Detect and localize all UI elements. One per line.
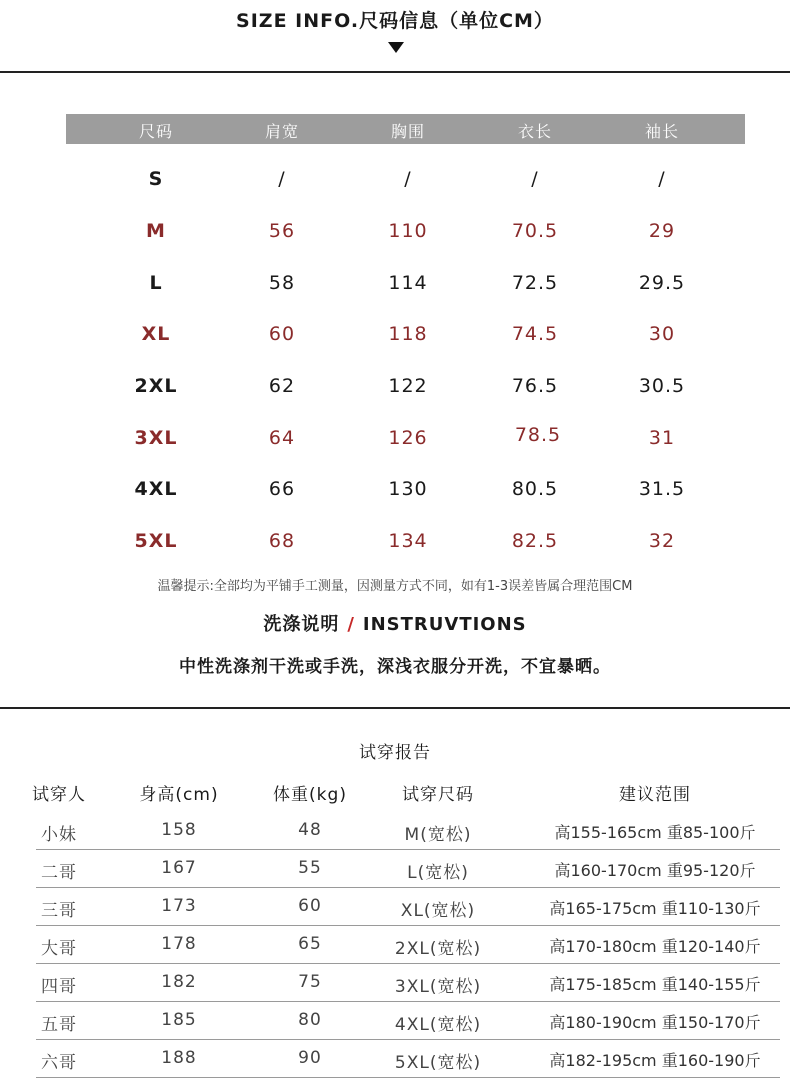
middle-divider — [0, 707, 790, 709]
sleeve-cell: 30 — [648, 323, 676, 345]
size-row — [66, 419, 745, 459]
tried-size-cell: L(宽松) — [407, 863, 469, 883]
measurement-tip: 温馨提示:全部均为平铺手工测量，因测量方式不同，如有1-3误差皆属合理范围CM — [157, 579, 633, 594]
height-cell: 188 — [161, 1048, 197, 1068]
sleeve-cell: 29.5 — [638, 272, 686, 294]
wash-instructions-title — [0, 610, 790, 636]
size-cell: S — [148, 168, 164, 190]
weight-cell: 75 — [298, 972, 322, 992]
wash-instructions-text: 中性洗涤剂干洗或手洗，深浅衣服分开洗，不宜暴晒。 — [179, 657, 611, 677]
tried-size-cell: M(宽松) — [404, 825, 472, 845]
range-cell: 高170-180cm 重120-140斤 — [549, 937, 761, 956]
size-cell: 5XL — [134, 530, 178, 552]
height-cell: 173 — [161, 896, 197, 916]
range-cell: 高155-165cm 重85-100斤 — [554, 823, 756, 842]
wash-title-en: INSTRUVTIONS — [362, 614, 527, 635]
down-arrow-icon — [388, 42, 404, 53]
chest-cell: 118 — [388, 323, 428, 345]
shoulder-cell: 60 — [268, 323, 296, 345]
range-cell: 高182-195cm 重160-190斤 — [549, 1051, 761, 1070]
chest-cell: 130 — [388, 478, 428, 500]
range-cell: 高175-185cm 重140-155斤 — [549, 975, 761, 994]
length-cell: 78.5 — [514, 424, 562, 446]
trial-row — [0, 888, 790, 926]
sleeve-cell: 30.5 — [638, 375, 686, 397]
shoulder-cell: 68 — [268, 530, 296, 552]
length-cell: 70.5 — [511, 220, 559, 242]
trial-report-title: 试穿报告 — [359, 743, 431, 763]
trial-row — [0, 812, 790, 850]
size-cell: 4XL — [134, 478, 178, 500]
shoulder-cell: / — [278, 168, 286, 190]
chest-cell: 126 — [388, 427, 428, 449]
length-cell: 72.5 — [511, 272, 559, 294]
size-header-sleeve: 袖长 — [644, 122, 679, 141]
length-cell: 74.5 — [511, 323, 559, 345]
person-cell: 五哥 — [41, 1015, 77, 1035]
size-row — [66, 522, 745, 562]
trial-header-size: 试穿尺码 — [402, 785, 474, 805]
length-cell: 76.5 — [511, 375, 559, 397]
trial-header-height: 身高(cm) — [139, 785, 219, 805]
size-table-header — [66, 114, 745, 144]
shoulder-cell: 66 — [268, 478, 296, 500]
height-cell: 178 — [161, 934, 197, 954]
size-cell: M — [146, 220, 166, 242]
size-header-shoulder: 肩宽 — [264, 122, 299, 141]
weight-cell: 48 — [298, 820, 322, 840]
sleeve-cell: / — [658, 168, 666, 190]
size-row — [66, 264, 745, 304]
weight-cell: 60 — [298, 896, 322, 916]
height-cell: 182 — [161, 972, 197, 992]
weight-cell: 80 — [298, 1010, 322, 1030]
tried-size-cell: XL(宽松) — [400, 901, 476, 921]
shoulder-cell: 64 — [268, 427, 296, 449]
tried-size-cell: 5XL(宽松) — [394, 1053, 482, 1073]
length-cell: 80.5 — [511, 478, 559, 500]
height-cell: 167 — [161, 858, 197, 878]
chest-cell: 122 — [388, 375, 428, 397]
shoulder-cell: 58 — [268, 272, 296, 294]
weight-cell: 55 — [298, 858, 322, 878]
range-cell: 高160-170cm 重95-120斤 — [554, 861, 756, 880]
wash-title-slash: / — [347, 614, 355, 635]
trial-row — [0, 1040, 790, 1078]
chest-cell: 134 — [388, 530, 428, 552]
chest-cell: / — [404, 168, 412, 190]
range-cell: 高180-190cm 重150-170斤 — [549, 1013, 761, 1032]
shoulder-cell: 56 — [268, 220, 296, 242]
sleeve-cell: 31.5 — [638, 478, 686, 500]
size-row — [66, 212, 745, 252]
page-title: SIZE INFO.尺码信息（单位CM） — [236, 10, 554, 32]
trial-row — [0, 964, 790, 1002]
chest-cell: 114 — [388, 272, 428, 294]
trial-row — [0, 1002, 790, 1040]
range-cell: 高165-175cm 重110-130斤 — [549, 899, 761, 918]
trial-header-range: 建议范围 — [619, 785, 691, 805]
weight-cell: 90 — [298, 1048, 322, 1068]
person-cell: 小妹 — [41, 825, 77, 845]
size-header-length: 衣长 — [517, 122, 552, 141]
trial-header-weight: 体重(kg) — [273, 785, 347, 805]
height-cell: 158 — [161, 820, 197, 840]
length-cell: / — [531, 168, 539, 190]
trial-header-person: 试穿人 — [32, 785, 86, 805]
person-cell: 四哥 — [41, 977, 77, 997]
trial-table-header — [0, 780, 790, 806]
size-row — [66, 315, 745, 355]
size-row — [66, 160, 745, 200]
weight-cell: 65 — [298, 934, 322, 954]
size-header-size: 尺码 — [138, 122, 173, 141]
size-row — [66, 470, 745, 510]
tried-size-cell: 3XL(宽松) — [394, 977, 482, 997]
wash-title-cn: 洗涤说明 — [263, 614, 340, 635]
person-cell: 二哥 — [41, 863, 77, 883]
chest-cell: 110 — [388, 220, 428, 242]
size-header-chest: 胸围 — [390, 122, 425, 141]
trial-row — [0, 926, 790, 964]
person-cell: 大哥 — [41, 939, 77, 959]
size-cell: 3XL — [134, 427, 178, 449]
sleeve-cell: 31 — [648, 427, 676, 449]
tried-size-cell: 2XL(宽松) — [394, 939, 482, 959]
size-cell: 2XL — [134, 375, 178, 397]
row-divider — [36, 1077, 780, 1078]
tried-size-cell: 4XL(宽松) — [394, 1015, 482, 1035]
length-cell: 82.5 — [511, 530, 559, 552]
trial-row — [0, 850, 790, 888]
shoulder-cell: 62 — [268, 375, 296, 397]
top-divider — [0, 71, 790, 73]
person-cell: 六哥 — [41, 1053, 77, 1073]
size-cell: XL — [141, 323, 171, 345]
size-cell: L — [149, 272, 163, 294]
size-row — [66, 367, 745, 407]
height-cell: 185 — [161, 1010, 197, 1030]
sleeve-cell: 32 — [648, 530, 676, 552]
person-cell: 三哥 — [41, 901, 77, 921]
sleeve-cell: 29 — [648, 220, 676, 242]
